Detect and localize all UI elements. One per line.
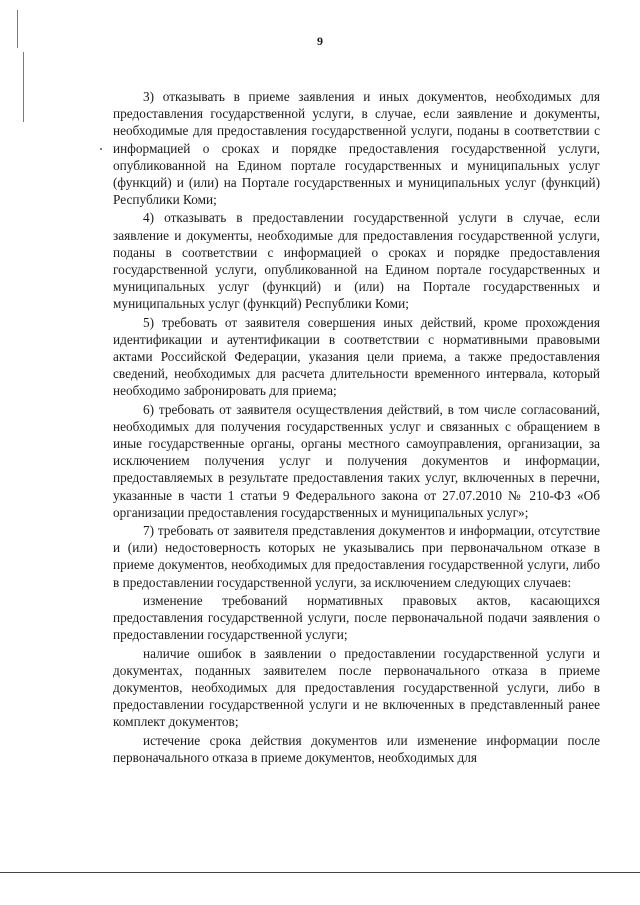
exception-case-2: наличие ошибок в заявлении о предоставлении государственной услуги и документах, поданных заявителем после первоначального отказа в приеме документов, необходимых для предоставления государственной услуги, либо в предоставлении государственной услуги и не включенных в представленный ранее комплект документов;	[113, 645, 600, 730]
paragraph-item-5: 5) требовать от заявителя совершения иных действий, кроме прохождения идентификации и аутентификации в соответствии с нормативными правовыми актами Российской Федерации, указания цели приема, а также предоставления сведений, необходимых для расчета длительности временного интервала, который необходимо забронировать для приема;	[113, 314, 600, 399]
document-body	[113, 88, 600, 767]
paragraph-item-6: 6) требовать от заявителя осуществления действий, в том числе согласований, необходимых для получения государственных услуг и связанных с обращением в иные государственные органы, органы местного самоуправления, организации, за исключением получения услуг и получения документов и информации, предоставляемых в результате предоставления таких услуг, включенных в перечни, указанные в части 1 статьи 9 Федерального закона от 27.07.2010 № 210-ФЗ «Об организации предоставления государственных и муниципальных услуг»;	[113, 401, 600, 520]
paragraph-item-4: 4) отказывать в предоставлении государственной услуги в случае, если заявление и документы, необходимые для предоставления государственной услуги, поданы в соответствии с информацией о сроках и порядке предоставления государственной услуги, опубликованной на Едином портале государственных и муниципальных услуг (функций) и (или) на Портале государственных и муниципальных услуг (функций) Республики Коми;	[113, 210, 600, 312]
exception-case-3: истечение срока действия документов или изменение информации после первоначального отказа в приеме документов, необходимых для	[113, 732, 600, 765]
page-number: 9	[317, 34, 323, 48]
scan-bottom-edge	[0, 872, 640, 873]
exception-case-1: изменение требований нормативных правовых актов, касающихся предоставления государственной услуги, после первоначальной подачи заявления о предоставлении государственной услуги;	[113, 592, 600, 643]
scan-margin-mark	[23, 52, 24, 122]
scan-speck	[100, 148, 102, 150]
paragraph-item-3: 3) отказывать в приеме заявления и иных документов, необходимых для предоставления государственной услуги, в случае, если заявление и документы, необходимые для предоставления государственной услуги, поданы в соответствии с информацией о сроках и порядке предоставления государственной услуги, опубликованной на Едином портале государственных и муниципальных услуг (функций) и (или) на Портале государственных и муниципальных услуг (функций) Республики Коми;	[113, 89, 600, 208]
paragraph-item-7: 7) требовать от заявителя представления документов и информации, отсутствие и (или) недостоверность которых не указывались при первоначальном отказе в приеме документов, необходимых для предоставления государственной услуги, либо в предоставлении государственной услуги, за исключением следующих случаев:	[113, 523, 600, 590]
